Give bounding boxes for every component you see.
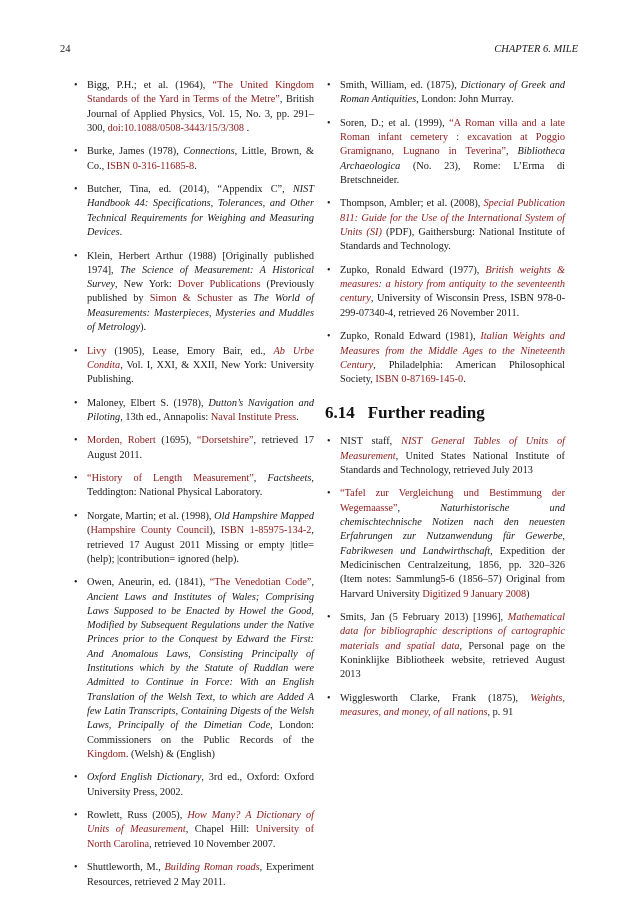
section-heading <box>325 403 565 423</box>
reference-item: • NIST staff, NIST General Tables of Units of Measurement, United States National Institute of Standards and Technology, retrieved July 2013 <box>325 435 565 478</box>
reference-link[interactable]: Building Roman roads <box>164 862 260 874</box>
reference-link[interactable]: Special Publication 811: Guide for the Use of the International System of Units (SI) <box>340 198 566 239</box>
section-title: Further reading <box>367 403 485 423</box>
author-link[interactable]: Livy <box>87 345 107 357</box>
reference-item: • Livy (1905), Lease, Emory Bair, ed., Ab Urbe Condita, Vol. I, XXI, & XXII, New York: University Publishing. <box>72 345 314 388</box>
reference-item: • Shuttleworth, M., Building Roman roads, Experiment Resources, retrieved 2 May 2011. <box>72 861 314 890</box>
reference-link[interactable]: Weights, measures, and money, of all nations <box>340 692 565 718</box>
author-link[interactable]: Morden, Robert <box>87 435 156 447</box>
reference-link[interactable]: “History of Length Measurement” <box>87 473 254 485</box>
reference-item: • Norgate, Martin; et al. (1998), Old Hampshire Mapped (Hampshire County Council), ISBN 1-85975-134-2, retrieved 17 August 2011 Missing or empty |title= (help); |contribution= ignored (help). <box>72 510 314 567</box>
reference-item: • Zupko, Ronald Edward (1981), Italian Weights and Measures from the Middle Ages to the Nineteenth Century, Philadelphia: American Philosophical Society, ISBN 0-87169-145-0. <box>325 330 565 387</box>
isbn-link[interactable]: ISBN 0-87169-145-0 <box>375 374 464 386</box>
reference-link[interactable]: How Many? A Dictionary of Units of Measurement <box>87 810 314 836</box>
reference-list <box>72 79 314 890</box>
isbn-link[interactable]: ISBN 0-316-11685-8 <box>106 160 195 172</box>
section-number: 6.14 <box>325 403 355 423</box>
reference-item: • Butcher, Tina, ed. (2014), “Appendix C”, NIST Handbook 44: Specifications, Tolerances, and Other Technical Requirements for Weighing and Measuring Devices. <box>72 183 314 240</box>
kingdom-link[interactable]: Kingdom <box>87 748 126 760</box>
reference-item: • Thompson, Ambler; et al. (2008), Special Publication 811: Guide for the Use of the International System of Units (SI) (PDF), Gaithersburg: National Institute of Standards and Technology. <box>325 197 565 254</box>
reference-link[interactable]: “Tafel zur Vergleichung und Bestimmung der Wegemaasse” <box>340 488 565 514</box>
running-header <box>60 43 578 57</box>
reference-link[interactable]: NIST General Tables of Units of Measurement <box>340 436 565 462</box>
left-column <box>72 79 314 899</box>
reference-link[interactable]: “Dorsetshire” <box>196 435 254 447</box>
reference-link[interactable]: “The United Kingdom Standards of the Yard in Terms of the Metre” <box>87 80 314 106</box>
reference-item: • Zupko, Ronald Edward (1977), British weights & measures: a history from antiquity to the seventeenth century, University of Wisconsin Press, ISBN 978-0-299-07340-4, retrieved 26 November 2011. <box>325 264 565 321</box>
reference-item: • Oxford English Dictionary, 3rd ed., Oxford: Oxford University Press, 2002. <box>72 771 314 800</box>
reference-item: • “Tafel zur Vergleichung und Bestimmung der Wegemaasse”, Naturhistorische und chemischtechnische Notizen nach den neuesten Erfahrungen zur Nutzanwendung für Gewerbe, Fabrikwesen und Landwirthschaft, Expedition der Medicinischen Centralzeitung, 1856, pp. 320–326 (Item notes: Sammlung5-6 (1856–57) Original from Harvard University Digitized 9 January 2008) <box>325 487 565 601</box>
reference-list <box>325 79 565 387</box>
publisher-link[interactable]: Naval Institute Press <box>210 411 297 423</box>
reference-link[interactable]: British weights & measures: a history from antiquity to the seventeenth century <box>340 264 565 305</box>
doi-link[interactable]: doi:10.1088/0508-3443/15/3/308 <box>107 122 245 134</box>
reference-link[interactable]: “A Roman villa and a late Roman infant cemetery : excavation at Poggio Gramignano, Lugnano in Teverina” <box>340 117 565 158</box>
reference-item: • Rowlett, Russ (2005), How Many? A Dictionary of Units of Measurement, Chapel Hill: University of North Carolina, retrieved 10 November 2007. <box>72 809 314 852</box>
digitized-link[interactable]: Digitized 9 January 2008 <box>422 588 527 600</box>
reference-item: • Soren, D.; et al. (1999), “A Roman villa and a late Roman infant cemetery : excavation at Poggio Gramignano, Lugnano in Teverina”, Bibliotheca Archaeologica (No. 23), Rome: L’Erma di Bretschneider. <box>325 117 565 188</box>
further-reading-list <box>325 435 565 720</box>
reference-item: • “History of Length Measurement”, Factsheets, Teddington: National Physical Laboratory. <box>72 472 314 501</box>
isbn-link[interactable]: ISBN 1-85975-134-2 <box>220 525 312 537</box>
publisher-link[interactable]: Hampshire County Council <box>90 525 210 537</box>
right-column <box>325 79 565 729</box>
reference-item: • Smith, William, ed. (1875), Dictionary of Greek and Roman Antiquities, London: John Murray. <box>325 79 565 108</box>
reference-item: • Smits, Jan (5 February 2013) [1996], Mathematical data for bibliographic descriptions of cartographic materials and spatial data, Personal page on the Koninklijke Bibliotheek website, retrieved August 2013 <box>325 611 565 682</box>
page-number: 24 <box>60 44 71 55</box>
reference-link[interactable]: Mathematical data for bibliographic descriptions of cartographic materials and spatial data <box>340 612 565 652</box>
reference-item: • Wigglesworth Clarke, Frank (1875), Weights, measures, and money, of all nations, p. 91 <box>325 692 565 721</box>
reference-link[interactable]: Italian Weights and Measures from the Middle Ages to the Nineteenth Century <box>340 331 565 371</box>
reference-link[interactable]: Ab Urbe Condita <box>87 345 314 371</box>
reference-item: • Owen, Aneurin, ed. (1841), “The Venedotian Code”, Ancient Laws and Institutes of Wales; Comprising Laws Supposed to be Enacted by Howel the Good, Modified by Subsequent Regulations under the Native Princes prior to the Conquest by Edward the First: And Anomalous Laws, Consisting Principally of Institutions which by the Statute of Ruddlan were Admitted to Continue in Force: With an English Translation of the Welsh Text, to which are Added A few Latin Transcripts, Containing Digests of the Welsh Laws, Principally of the Dimetian Code, London: Commissioners on the Public Records of the Kingdom. (Welsh) & (English) <box>72 576 314 762</box>
reference-item: • Morden, Robert (1695), “Dorsetshire”, retrieved 17 August 2011. <box>72 434 314 463</box>
reference-item: • Klein, Herbert Arthur (1988) [Originally published 1974], The Science of Measurement: A Historical Survey, New York: Dover Publications (Previously published by Simon & Schuster as The World of Measurements: Masterpieces, Mysteries and Muddles of Metrology). <box>72 250 314 336</box>
publisher-link[interactable]: Simon & Schuster <box>149 293 233 305</box>
reference-item: • Maloney, Elbert S. (1978), Dutton’s Navigation and Piloting, 13th ed., Annapolis: Naval Institute Press. <box>72 397 314 426</box>
chapter-heading: CHAPTER 6. MILE <box>494 44 578 55</box>
publisher-link[interactable]: Dover Publications <box>177 279 261 291</box>
reference-link[interactable]: “The Venedotian Code” <box>209 577 312 589</box>
reference-item: • Bigg, P.H.; et al. (1964), “The United Kingdom Standards of the Yard in Terms of the Metre”, British Journal of Applied Physics, Vol. 15, No. 3, pp. 291–300, doi:10.1088/0508-3443/15/3/308 . <box>72 79 314 136</box>
reference-item: • Burke, James (1978), Connections, Little, Brown, & Co., ISBN 0-316-11685-8. <box>72 145 314 174</box>
publisher-link[interactable]: University of North Carolina <box>87 824 314 850</box>
